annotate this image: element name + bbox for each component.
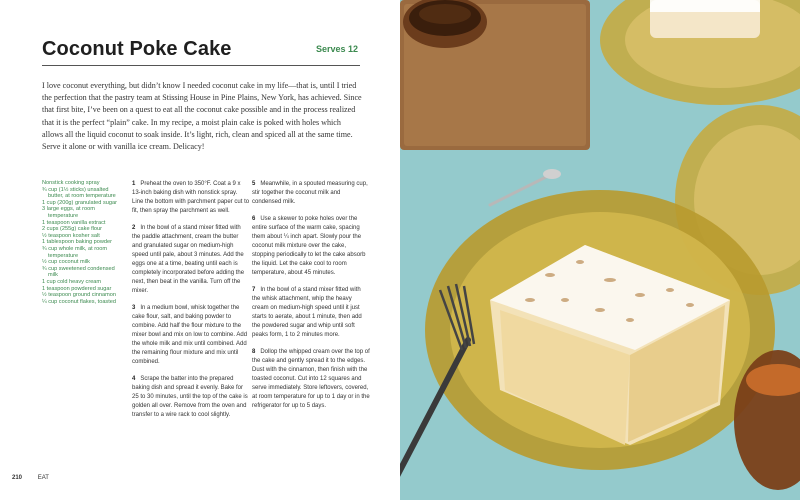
steps-column-1 [132, 180, 250, 428]
step-item: 5 Meanwhile, in a spouted measuring cup, stir together the coconut milk and condensed milk. [252, 181, 368, 205]
section-label: EAT [37, 475, 49, 481]
step-item: 8 Dollop the whipped cream over the top of the cake and gently spread it to the edges. Dust with the cinnamon, then finish with the toasted coconut. Cut into 12 squares and serve immediately. Store leftovers, covered, at room temperature for up to 1 day or in the refrigerator for up to 5 days. [252, 349, 370, 409]
ingredient-item: ½ teaspoon ground cinnamon [42, 292, 117, 299]
ingredient-item: ½ teaspoon kosher salt [42, 232, 100, 239]
ingredient-item: ¾ cup whole milk, at room temperature [42, 245, 107, 259]
ingredient-item: ¾ cup sweetened condensed milk [42, 265, 115, 279]
ingredient-item: 1 teaspoon vanilla extract [42, 219, 106, 226]
coconut-cake-photo [400, 0, 800, 500]
food-photo [400, 0, 800, 500]
step-item: 1 Preheat the oven to 350°F. Coat a 9 x 13-inch baking dish with nonstick spray. Line the bottom with parchment paper cut to fit, then spray the parchment as well. [132, 181, 250, 214]
serves-label: Serves 12 [315, 44, 358, 54]
ingredient-item: ½ cup coconut milk [42, 259, 90, 266]
ingredients-list [42, 180, 126, 305]
page-number: 210 [12, 475, 23, 481]
step-item: 4 Scrape the batter into the prepared baking dish and spread it evenly. Bake for 25 to 30 minutes, until the top of the cake is golden all over. Remove from the oven and transfer to a wire rack to cool slightly. [132, 376, 248, 418]
page-footer [12, 475, 49, 481]
ingredient-item: 1 tablespoon baking powder [42, 239, 112, 246]
steps-column-2 [252, 180, 370, 419]
step-item: 6 Use a skewer to poke holes over the entire surface of the warm cake, spacing them about ¼ inch apart. Slowly pour the coconut milk mixture over the cake, stopping periodically to let the cake absorb the liquid. Let the cake cool to room temperature, about 45 minutes. [252, 216, 366, 276]
ingredient-item: 2 cups (255g) cake flour [42, 226, 103, 233]
step-item: 3 In a medium bowl, whisk together the cake flour, salt, and baking powder to combine. Add half the flour mixture to the mixer bowl and mix on low to combine. Add the whole milk and mix until combined. Add the remaining flour mixture and mix until combined. [132, 305, 248, 365]
ingredient-item: 1 cup cold heavy cream [42, 278, 102, 285]
title-divider [42, 65, 360, 66]
recipe-title: Coconut Poke Cake [42, 38, 232, 60]
intro-paragraph: I love coconut everything, but didn’t know I needed coconut cake in my life—that is, until I tried the perfection that the pastry team at Stissing House in Pine Plains, New York, has achieved. Since that first bite, I’ve been on a quest to eat all the coconut cake possible and in the process realized that it is the perfect “plain” cake. In my recipe, a moist plain cake is poked with holes which allows all the liquid coconut to soak inside. It’s light, rich, clean and spiced all at the same time. Serve it alone or with vanilla ice cream. Delicacy! [42, 81, 362, 152]
ingredient-item: 1 teaspoon powdered sugar [42, 285, 112, 292]
ingredient-item: 1 cup (200g) granulated sugar [42, 199, 117, 206]
step-item: 2 In the bowl of a stand mixer fitted with the paddle attachment, cream the butter and granulated sugar on medium-high speed until pale, about 3 minutes. Add the eggs one at a time, beating until each is completely incorporated before adding the next, then beat in the vanilla. Turn off the mixer. [132, 225, 245, 294]
step-item: 7 In the bowl of a stand mixer fitted with the whisk attachment, whip the heavy cream on medium-high speed until it just starts to aerate, about 1 minute, then add the powdered sugar and whip until soft peaks form, 1 to 2 minutes more. [252, 287, 362, 338]
ingredient-item: Nonstick cooking spray [42, 180, 100, 186]
ingredient-item: ¾ cup (1½ sticks) unsalted butter, at room temperature [42, 186, 116, 200]
ingredient-item: ¼ cup coconut flakes, toasted [42, 298, 117, 305]
ingredient-item: 3 large eggs, at room temperature [42, 206, 95, 219]
